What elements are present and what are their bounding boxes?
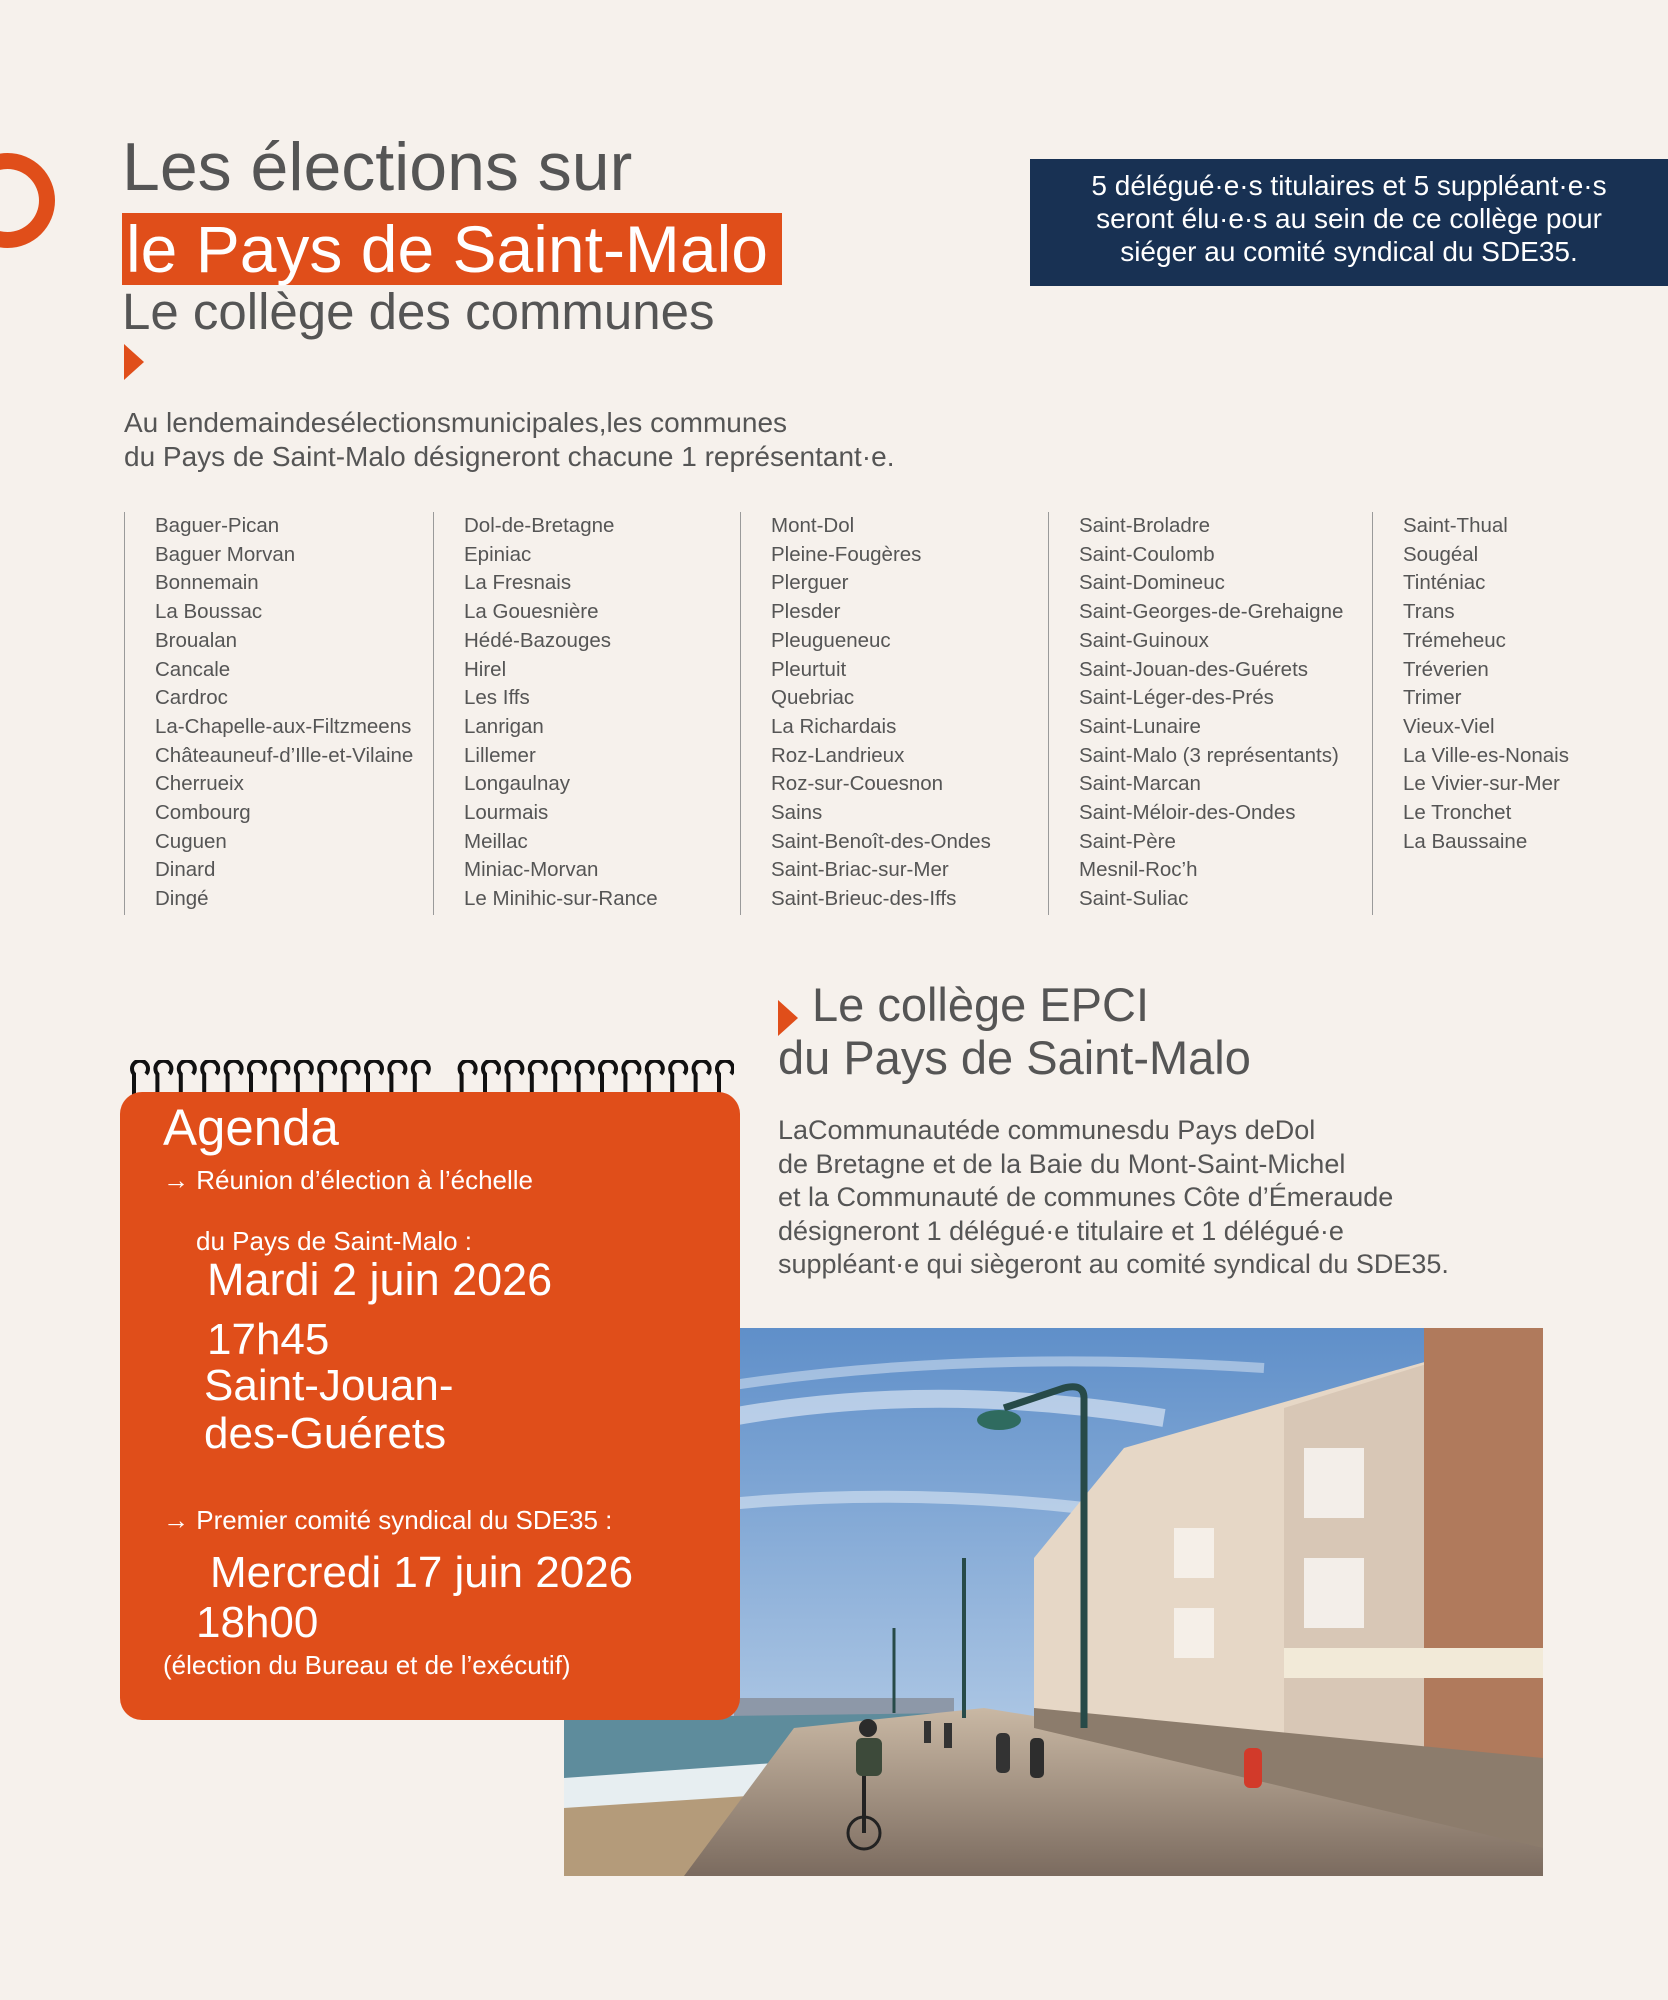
commune-item: Trimer [1403,686,1462,710]
commune-item: Lanrigan [464,714,544,738]
info-box [1030,159,1668,286]
commune-item: Saint-Broladre [1079,514,1211,537]
commune-item: Cuguen [155,829,227,853]
epci-line: LaCommunautéde communesdu Pays deDol [778,1115,1316,1145]
info-box-line: 5 délégué·e·s titulaires et 5 suppléant·e·s [1091,170,1607,201]
epci-heading-line1: Le collège EPCI [812,978,1150,1031]
commune-item: Saint-Jouan-des-Guérets [1079,657,1309,681]
agenda-title: Agenda [163,1099,339,1156]
commune-item: Saint-Brieuc-des-Iffs [771,887,957,911]
agenda-place-line: Saint-Jouan- [204,1361,454,1410]
commune-item: Le Vivier-sur-Mer [1403,772,1560,796]
commune-item: Sougéal [1403,542,1479,566]
info-box-line: siéger au comité syndical du SDE35. [1120,236,1578,267]
agenda-note-2: (élection du Bureau et de l’exécutif) [163,1650,571,1680]
commune-item: Hédé-Bazouges [464,628,612,652]
commune-item: Lillemer [464,743,536,767]
commune-item: Tréverien [1403,657,1489,681]
commune-item: Baguer Morvan [155,542,296,566]
epci-paragraph [778,1114,1658,1282]
agenda-item-1: → Réunion d’élection à l’échelle [163,1165,534,1195]
commune-item: Bonnemain [155,571,259,595]
commune-item: Cardroc [155,686,228,710]
commune-item: Mesnil-Roc’h [1079,858,1198,882]
commune-item: Pleugueneuc [771,628,891,652]
commune-item: Roz-sur-Couesnon [771,772,944,796]
agenda-time-2: 18h00 [196,1598,319,1647]
commune-item: La Richardais [771,714,897,738]
commune-item: Saint-Marcan [1079,772,1201,796]
commune-item: Châteauneuf-d’Ille-et-Vilaine [155,743,414,767]
intro-line: Au lendemaindesélectionsmunicipales,les communes [124,407,788,438]
commune-item: Trans [1403,600,1455,624]
commune-item: Saint-Domineuc [1079,571,1225,595]
commune-item: Roz-Landrieux [771,743,905,767]
commune-item: Hirel [464,657,507,681]
commune-item: Baguer-Pican [155,514,280,537]
commune-item: Saint-Coulomb [1079,542,1215,566]
communes-column-4 [1048,512,1368,915]
agenda-item-1-continued: du Pays de Saint-Malo : [196,1226,473,1256]
commune-item: La Boussac [155,600,263,624]
commune-item: La-Chapelle-aux-Filtzmeens [155,714,412,738]
communes-column-5 [1372,512,1662,915]
agenda-date-2: Mercredi 17 juin 2026 [210,1548,634,1597]
intro-line: du Pays de Saint-Malo désigneront chacune 1 représentant·e. [124,441,895,472]
info-box-line: seront élu·e·s au sein de ce collège pour [1096,203,1602,234]
commune-item: Plerguer [771,571,849,595]
commune-item: La Baussaine [1403,829,1528,853]
commune-item: Mont-Dol [771,514,855,537]
commune-item: Saint-Lunaire [1079,714,1201,738]
epci-line: et la Communauté de communes Côte d’Émeraude [778,1182,1394,1212]
commune-item: Saint-Malo (3 représentants) [1079,743,1339,767]
commune-item: Saint-Suliac [1079,887,1189,911]
commune-item: Tinténiac [1403,571,1486,595]
commune-item: Meillac [464,829,528,853]
communes-column-2 [433,512,738,915]
commune-item: Pleurtuit [771,657,847,681]
commune-item: La Fresnais [464,571,572,595]
commune-item: Saint-Thual [1403,514,1508,537]
page-title-highlight: le Pays de Saint-Malo [122,213,782,285]
commune-item: Le Minihic-sur-Rance [464,887,658,911]
commune-item: Quebriac [771,686,855,710]
commune-item: Saint-Méloir-des-Ondes [1079,801,1296,825]
commune-item: La Gouesnière [464,600,599,624]
commune-item: Saint-Léger-des-Prés [1079,686,1274,710]
commune-item: Lourmais [464,801,549,825]
epci-line: de Bretagne et de la Baie du Mont-Saint-Michel [778,1148,1346,1179]
commune-item: Longaulnay [464,772,571,796]
commune-item: Miniac-Morvan [464,858,599,882]
decorative-bracket [0,153,55,248]
commune-item: Plesder [771,600,841,624]
page-title-line1: Les élections sur [122,129,633,205]
communes-column-3 [740,512,1045,915]
commune-item: Le Tronchet [1403,801,1512,825]
commune-item: Pleine-Fougères [771,542,922,566]
agenda-place-line: des-Guérets [204,1409,447,1458]
commune-item: Broualan [155,628,238,652]
epci-line: suppléant·e qui siègeront au comité syndical du SDE35. [778,1249,1449,1279]
commune-item: Cancale [155,657,231,681]
commune-item: Les Iffs [464,686,530,710]
commune-item: Dol-de-Bretagne [464,514,615,537]
commune-item: Combourg [155,801,251,825]
agenda-date-1: Mardi 2 juin 2026 [207,1254,553,1305]
commune-item: Epiniac [464,542,532,566]
page-subtitle: Le collège des communes [122,283,715,340]
commune-item: Saint-Benoît-des-Ondes [771,829,991,853]
epci-heading [778,978,1251,1084]
commune-item: Sains [771,801,823,825]
commune-item: Saint-Père [1079,829,1176,853]
agenda-item-2: → Premier comité syndical du SDE35 : [163,1505,613,1535]
commune-item: Trémeheuc [1403,628,1506,652]
agenda-time-1: 17h45 [207,1315,330,1364]
intro-paragraph [124,406,1024,474]
epci-line: désigneront 1 délégué·e titulaire et 1 délégué·e [778,1215,1344,1246]
commune-item: Cherrueix [155,772,244,796]
communes-column-1 [124,512,429,915]
commune-item: Saint-Briac-sur-Mer [771,858,949,882]
epci-heading-line2: du Pays de Saint-Malo [778,1031,1251,1084]
agenda-place-1 [204,1362,453,1458]
arrow-marker-icon [124,344,144,380]
commune-item: Saint-Georges-de-Grehaigne [1079,600,1344,624]
commune-item: Vieux-Viel [1403,714,1495,738]
commune-item: La Ville-es-Nonais [1403,743,1569,767]
commune-item: Dinard [155,858,216,882]
commune-item: Saint-Guinoux [1079,628,1209,652]
commune-item: Dingé [155,887,209,911]
